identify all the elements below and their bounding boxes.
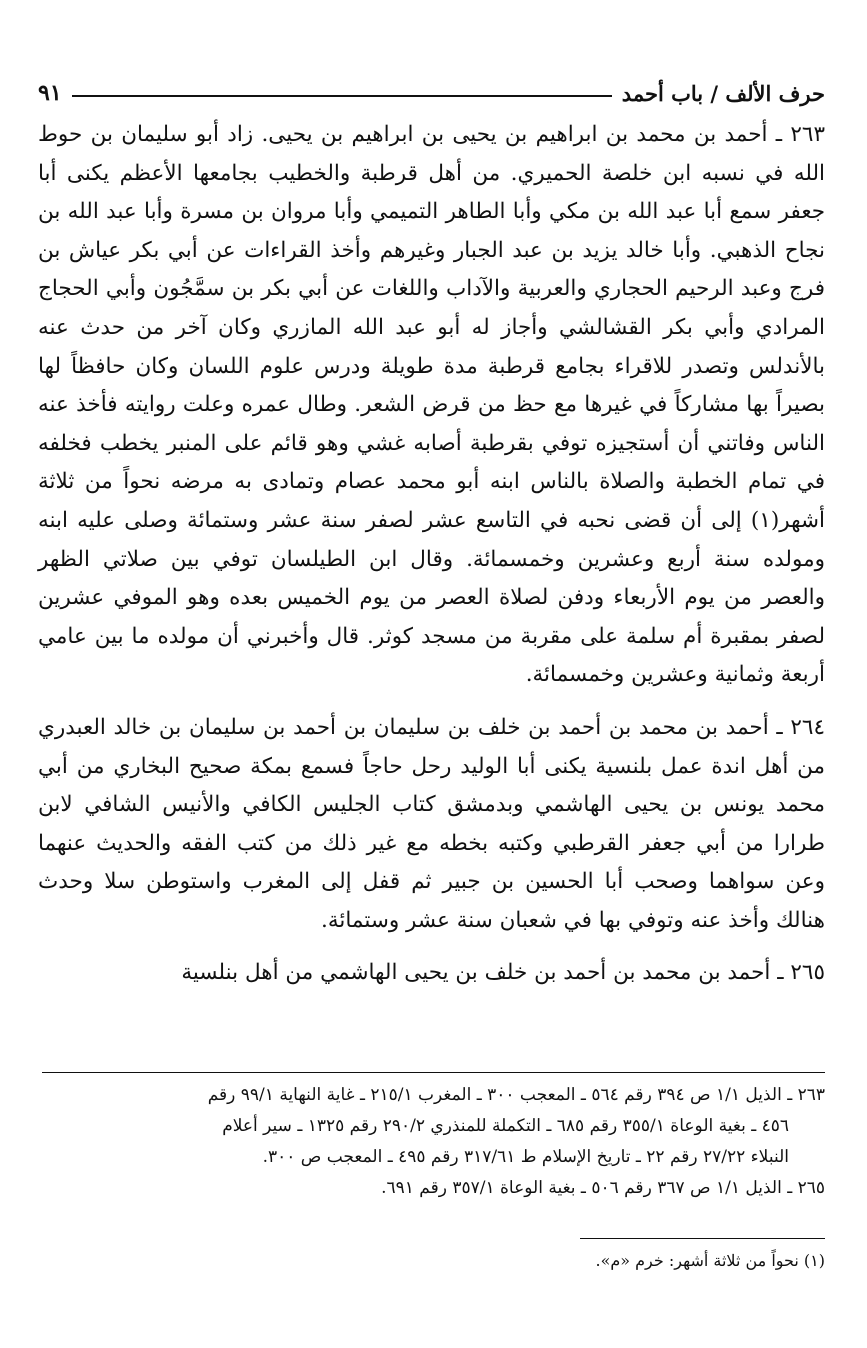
references-divider: [42, 1072, 825, 1073]
reference-line: ٢٦٣ ـ الذيل ١/١ ص ٣٩٤ رقم ٥٦٤ ـ المعجب ٣٠٠ ـ المغرب ٢١٥/١ ـ غاية النهاية ٩٩/١ رقم: [207, 1085, 825, 1105]
entry-264: ٢٦٤ ـ أحمد بن محمد بن أحمد بن خلف بن سليمان بن أحمد بن سليمان بن خالد العبدري من أهل اندة عمل بلنسية يكنى أبا الوليد رحل حاجاً فسمع بمكة صحيح البخاري من أبي محمد يونس بن يحيى الهاشمي وبدمشق كتاب الجليس الكافي والأنيس الشافي لابن طرارا من أبي جعفر القرطبي وكتبه بخطه مع غير ذلك من كتب الفقه والحديث عنهما وعن سواهما وصحب أبا الحسين بن جبير ثم قفل إلى المغرب واستوطن سلا وحدث هنالك وأخذ عنه وتوفي بها في شعبان سنة عشر وستمائة.: [38, 714, 825, 933]
entry-263: ٢٦٣ ـ أحمد بن محمد بن ابراهيم بن يحيى بن ابراهيم بن يحيى. زاد أبو سليمان بن حوط الله في نسبه ابن خلصة الحميري. من أهل قرطبة والخطيب بجامعها الأعظم يكنى أبا جعفر سمع أبا عبد الله بن مكي وأبا الطاهر التميمي وأبا مروان بن مسرة وأبا عبد الله بن نجاح الذهبي. وأبا خالد يزيد بن عبد الجبار وغيرهم وأخذ القراءات عن أبي بكر عياش بن فرج وعبد الرحيم الحجاري والعربية والآداب واللغات عن أبي بكر بن سمَّجُون وأبي الحجاج المرادي وأبي بكر القشالشي وأجاز له أبو عبد الله المازري وكان آخر من حدث عنه بالأندلس وتصدر للاقراء بجامع قرطبة مدة طويلة ودرس علوم اللسان وكان حافظاً لها بصيراً بها مشاركاً في غيرها مع حظ من قرض الشعر. وطال عمره وعلت روايته فأخذ عنه الناس وفاتني أن أستجيزه توفي بقرطبة أصابه غشي وهو قائم على المنبر يخطب فخلفه في تمام الخطبة والصلاة بالناس ابنه أبو محمد عصام وتمادى به مرضه نحواً من ثلاثة أشهر(١) إلى أن قضى نحبه في التاسع عشر لصفر سنة عشر وستمائة وصلى عليه ابنه ومولده سنة أربع وعشرين وخمسمائة. وقال ابن الطيلسان توفي بين صلاتي الظهر والعصر من يوم الأربعاء ودفن لصلاة العصر من يوم الخميس بعده وهو الموفي عشرين لصفر بمقبرة أم سلمة على مقربة من مسجد كوثر. قال وأخبرني أن مولده ما بين عامي أربعة وثمانية وعشرين وخمسمائة.: [38, 122, 825, 688]
header-rule: [72, 95, 612, 97]
references-block: [38, 1080, 825, 1204]
page-number: ٩١: [38, 80, 62, 106]
reference-line: ٤٥٦ ـ بغية الوعاة ٣٥٥/١ رقم ٦٨٥ ـ التكملة للمنذري ٢٩٠/٢ رقم ١٣٢٥ ـ سير أعلام: [222, 1116, 789, 1136]
chapter-title: حرف الألف / باب أحمد: [621, 81, 825, 106]
running-header: [38, 70, 825, 106]
footnote-divider: [580, 1238, 825, 1239]
footnote: (١) نحواً من ثلاثة أشهر: خرم «م».: [595, 1251, 825, 1270]
reference-line: ٢٦٥ ـ الذيل ١/١ ص ٣٦٧ رقم ٥٠٦ ـ بغية الوعاة ٣٥٧/١ رقم ٦٩١.: [381, 1178, 825, 1198]
entry-265: ٢٦٥ ـ أحمد بن محمد بن أحمد بن خلف بن يحيى الهاشمي من أهل بنلسية: [181, 960, 825, 986]
reference-line: النبلاء ٢٧/٢٢ رقم ٢٢ ـ تاريخ الإسلام ط ٣١٧/٦١ رقم ٤٩٥ ـ المعجب ص ٣٠٠.: [262, 1147, 789, 1167]
main-text: [38, 116, 825, 1007]
